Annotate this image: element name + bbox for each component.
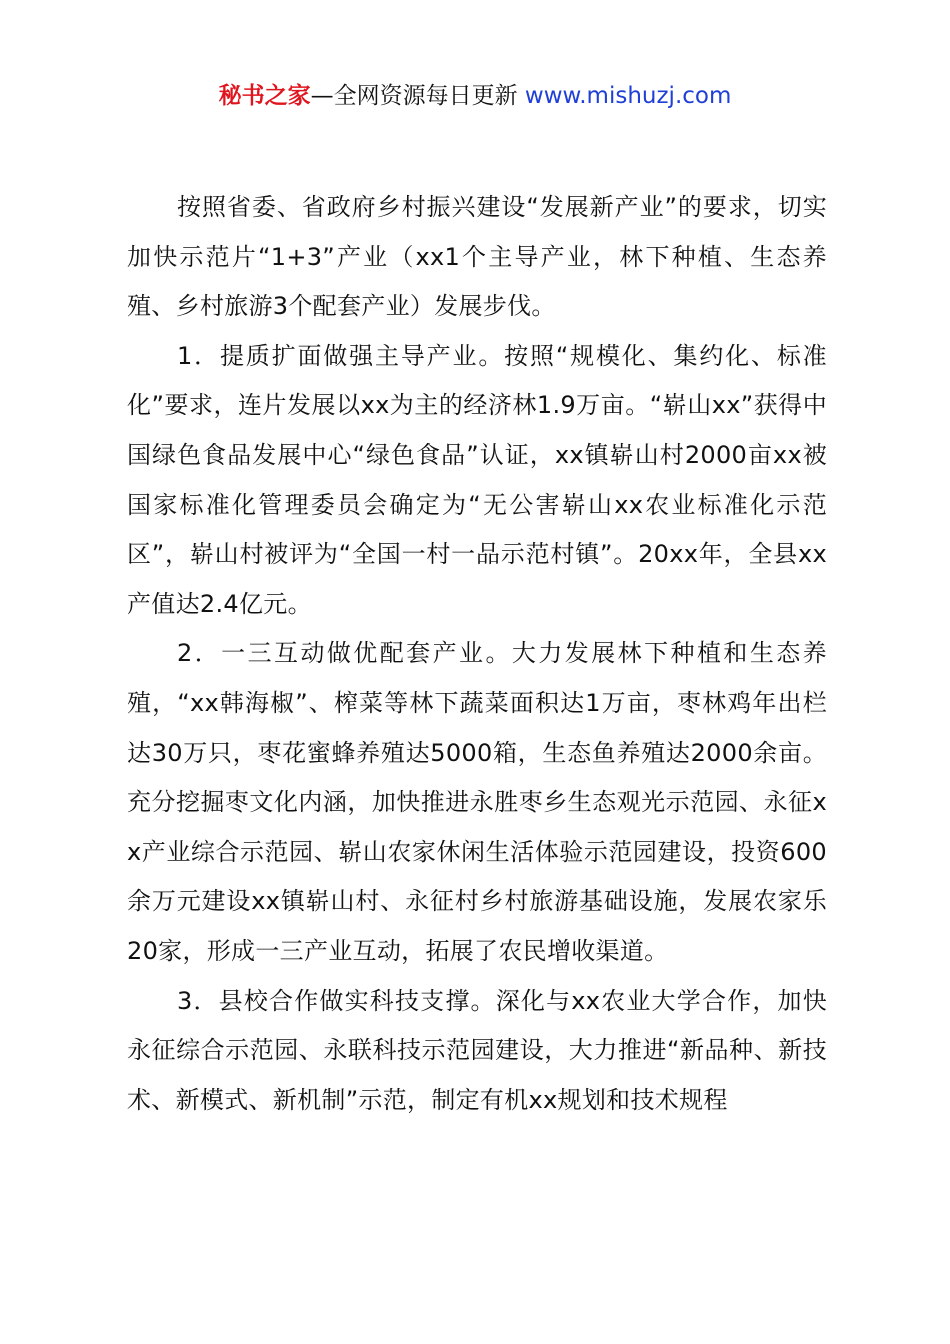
site-header: [0, 80, 950, 112]
site-tagline: —全网资源每日更新: [310, 83, 525, 109]
paragraph-item-2: 2．一三互动做优配套产业。大力发展林下种植和生态养殖，“xx韩海椒”、榨菜等林下蔬菜面积达1万亩，枣林鸡年出栏达30万只，枣花蜜蜂养殖达5000箱，生态鱼养殖达2000余亩。充分挖掘枣文化内涵，加快推进永胜枣乡生态观光示范园、永征xx产业综合示范园、崭山农家休闲生活体验示范园建设，投资600余万元建设xx镇崭山村、永征村乡村旅游基础设施，发展农家乐20家，形成一三产业互动，拓展了农民增收渠道。: [127, 639, 827, 965]
site-brand: 秘书之家: [218, 83, 311, 109]
site-url-link[interactable]: www.mishuzj.com: [524, 83, 732, 109]
paragraph-item-3: 3．县校合作做实科技支撑。深化与xx农业大学合作，加快永征综合示范园、永联科技示范园建设，大力推进“新品种、新技术、新模式、新机制”示范，制定有机xx规划和技术规程: [127, 986, 827, 1114]
paragraph-item-1: 1．提质扩面做强主导产业。按照“规模化、集约化、标准化”要求，连片发展以xx为主的经济林1.9万亩。“崭山xx”获得中国绿色食品发展中心“绿色食品”认证，xx镇崭山村2000亩xx被国家标准化管理委员会确定为“无公害崭山xx农业标准化示范区”，崭山村被评为“全国一村一品示范村镇”。20xx年，全县xx产值达2.4亿元。: [127, 341, 827, 618]
document-body: [127, 183, 827, 1125]
paragraph-intro: 按照省委、省政府乡村振兴建设“发展新产业”的要求，切实加快示范片“1+3”产业（xx1个主导产业，林下种植、生态养殖、乡村旅游3个配套产业）发展步伐。: [127, 193, 827, 321]
